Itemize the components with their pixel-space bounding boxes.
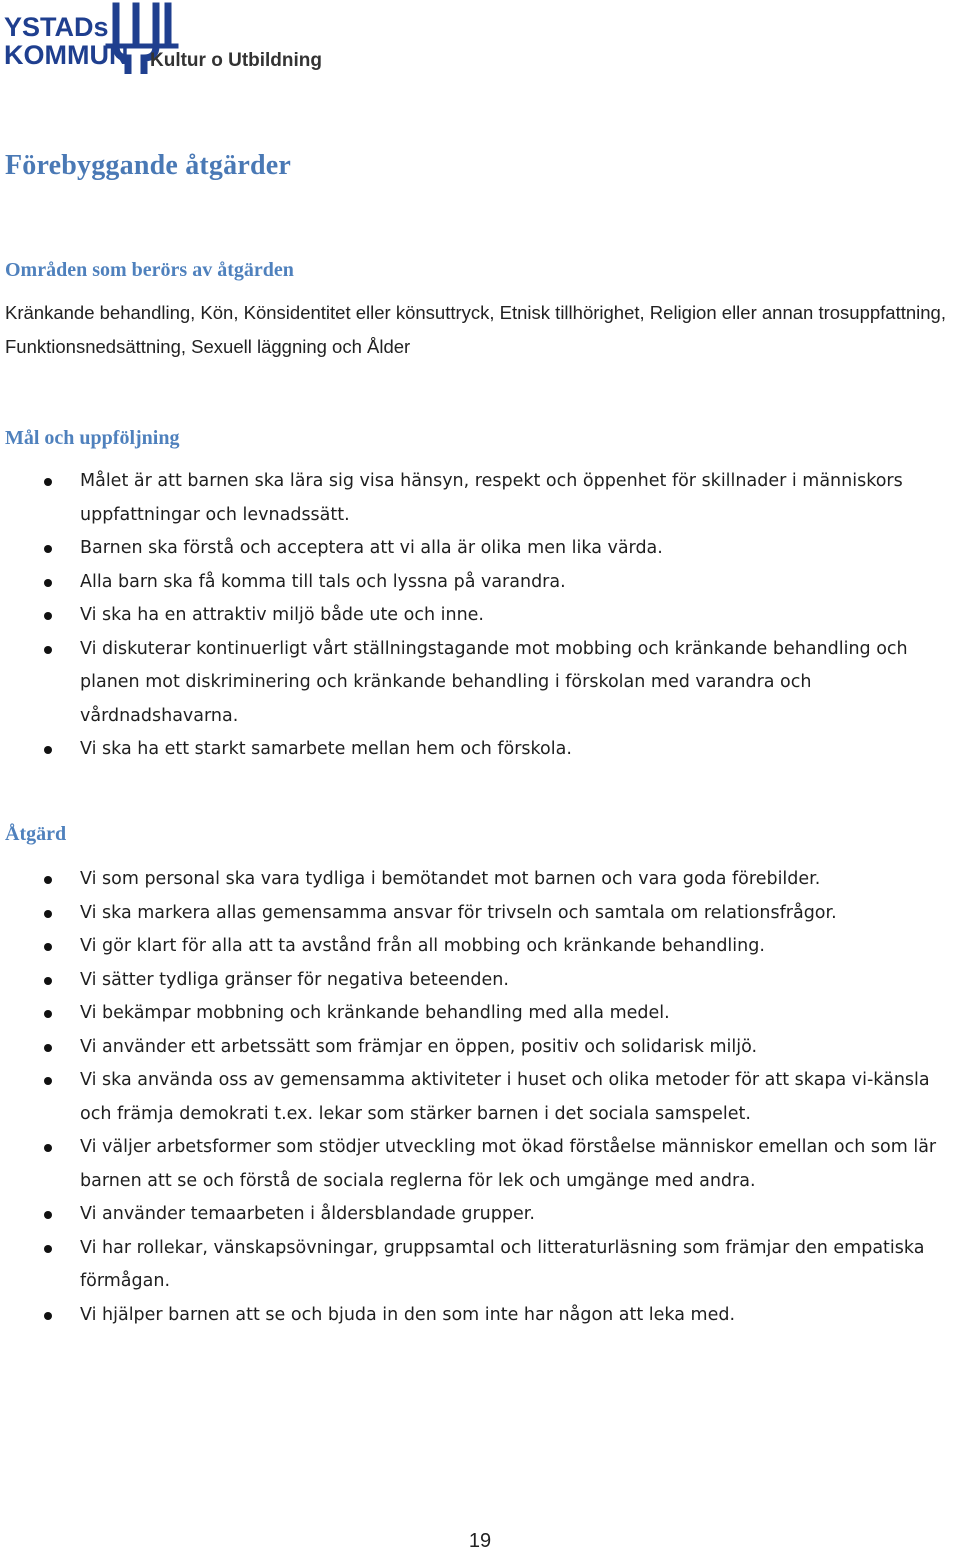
list-item-text: Vi har rollekar, vänskapsövningar, gruppsamtal och litteraturläsning som främjar den empatiska förmågan.: [80, 1237, 925, 1291]
page-number: 19: [468, 1530, 492, 1552]
list-item: [0, 930, 960, 964]
list-item-text: Vi ska markera allas gemensamma ansvar för trivseln och samtala om relationsfrågor.: [80, 902, 837, 923]
bullet-icon: [44, 1312, 52, 1320]
list-item-text: Vi använder ett arbetssätt som främjar en öppen, positiv och solidarisk miljö.: [80, 1036, 758, 1057]
atgard-list: [0, 863, 960, 1332]
list-item: [0, 599, 960, 633]
list-item: [0, 1031, 960, 1065]
list-item: [0, 863, 960, 897]
list-item-text: Vi diskuterar kontinuerligt vårt ställningstagande mot mobbing och kränkande behandling och planen mot diskriminering och kränkande behandling i förskolan med varandra och vårdnadshavarna.: [80, 638, 908, 726]
bullet-icon: [44, 1077, 52, 1085]
mal-list: [0, 465, 960, 767]
list-item-text: Vi väljer arbetsformer som stödjer utveckling mot ökad förståelse människor emellan och som lär barnen att se och förstå de sociala reglerna för lek och umgänge med andra.: [80, 1137, 937, 1191]
list-item-text: Vi ska ha en attraktiv miljö både ute och inne.: [80, 605, 484, 625]
list-item-text: Vi ska använda oss av gemensamma aktiviteter i huset och olika metoder för att skapa vi-känsla och främja demokrati t.ex. lekar som stärker barnen i det sociala samspelet.: [80, 1070, 930, 1124]
bullet-icon: [44, 579, 52, 587]
list-item-text: Målet är att barnen ska lära sig visa hänsyn, respekt och öppenhet för skillnader i människors uppfattningar och levnadssätt.: [80, 471, 903, 525]
list-item: [0, 1064, 960, 1131]
list-item-text: Vi ska ha ett starkt samarbete mellan hem och förskola.: [80, 739, 572, 759]
list-item: [0, 532, 960, 566]
list-item: [0, 964, 960, 998]
bullet-icon: [44, 746, 52, 754]
list-item: [0, 465, 960, 532]
logo-subtitle: Kultur o Utbildning: [150, 50, 323, 71]
logo-line2: KOMMUN: [4, 40, 129, 70]
bullet-icon: [44, 977, 52, 985]
bullet-icon: [44, 545, 52, 553]
bullet-icon: [44, 612, 52, 620]
bullet-icon: [44, 876, 52, 884]
bullet-icon: [44, 646, 52, 654]
logo-line1: YSTADs: [4, 12, 109, 42]
list-item: [0, 633, 960, 734]
list-item: [0, 566, 960, 600]
list-item-text: Vi hjälper barnen att se och bjuda in den som inte har någon att leka med.: [80, 1304, 736, 1325]
list-item-text: Vi gör klart för alla att ta avstånd från all mobbing och kränkande behandling.: [80, 936, 765, 956]
list-item: [0, 733, 960, 767]
heading-mal: Mål och uppföljning: [5, 427, 180, 449]
bullet-icon: [44, 1144, 52, 1152]
bullet-icon: [44, 1010, 52, 1018]
list-item: [0, 1131, 960, 1198]
bullet-icon: [44, 1044, 52, 1052]
heading-omraden: Områden som berörs av åtgärden: [5, 259, 294, 281]
list-item-text: Vi som personal ska vara tydliga i bemötandet mot barnen och vara goda förebilder.: [80, 869, 821, 889]
ystad-kommun-logo: [4, 2, 334, 74]
list-item: [0, 1232, 960, 1299]
bullet-icon: [44, 1245, 52, 1253]
list-item-text: Alla barn ska få komma till tals och lyssna på varandra.: [80, 571, 566, 592]
bullet-icon: [44, 943, 52, 951]
list-item: [0, 1198, 960, 1232]
page-title: Förebyggande åtgärder: [5, 150, 291, 181]
bullet-icon: [44, 910, 52, 918]
bullet-icon: [44, 1211, 52, 1219]
list-item: [0, 1299, 960, 1333]
list-item-text: Vi bekämpar mobbning och kränkande behandling med alla medel.: [80, 1003, 670, 1023]
list-item: [0, 897, 960, 931]
list-item-text: Vi använder temaarbeten i åldersblandade grupper.: [80, 1204, 535, 1224]
omraden-text: Kränkande behandling, Kön, Könsidentitet eller könsuttryck, Etnisk tillhörighet, Religion eller annan trosuppfattning, Funktionsnedsättning, Sexuell läggning och Ålder: [5, 302, 946, 357]
bullet-icon: [44, 478, 52, 486]
list-item-text: Barnen ska förstå och acceptera att vi alla är olika men lika värda.: [80, 538, 663, 558]
logo-graphic: [4, 2, 334, 74]
list-item: [0, 997, 960, 1031]
list-item-text: Vi sätter tydliga gränser för negativa beteenden.: [80, 969, 509, 990]
heading-atgard: Åtgärd: [5, 823, 67, 845]
